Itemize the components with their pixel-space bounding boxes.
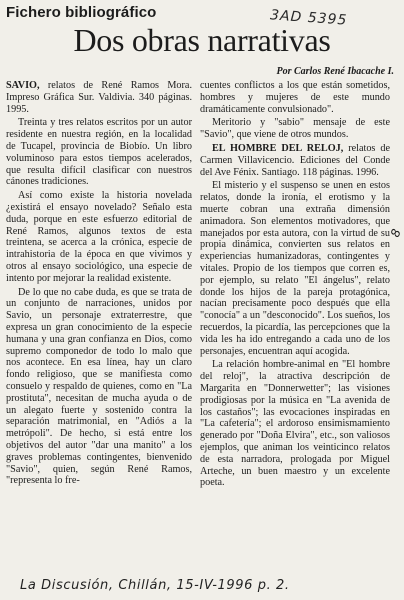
book-details-savio: relatos de René Ramos Mora. Impreso Gráfica Sur. Valdivia. 340 páginas. 1995. [6,80,192,115]
book-title-reloj: EL HOMBRE DEL RELOJ, [212,142,344,154]
left-column [6,80,192,487]
handwritten-code: 3AD 5395 [269,7,348,29]
byline: Por Carlos René Ibacache I. [276,66,394,77]
handwritten-source: La Discusión, Chillán, 15-IV-1996 p. 2. [20,578,290,593]
book-details-reloj: relatos de Carmen Villavicencio. Ediciones del Conde del Ave Fénix. Santiago. 118 páginas. 1996. [200,142,390,178]
paragraph: El misterio y el suspenso se unen en estos relatos, donde la ironía, el erotismo y la muerte cobran una extraña dimensión animadora. Son elementos motivadores, que manejados por esta autora, con la virtud de su propia dinámica, convierten sus relatos en experiencias humanizadoras, contingentes y vitales. Propio de los tiempos que corren es, por ejemplo, su relato "El ángelus", relato donde los hijos de la pareja protagónica, nacían precisamente poco después que ella "conocía" a un "desconocido". Los sueños, los recuerdos, la picardía, las percepciones que la vida les ha ido entregando a cada uno de los personajes, encuentran aquí acogida. [200,180,390,357]
book-title-savio: SAVIO, [6,80,40,91]
paragraph-continuation: cuentes conflictos a los que están sometidos, hombres y mujeres de este mundo dramáticamente convulsionado". [200,80,390,115]
paragraph: Meritorio y "sabio" mensaje de este "Savio", que viene de otros mundos. [200,117,390,141]
book-reference-reloj [200,143,390,178]
paragraph: De lo que no cabe duda, es que se trata de un conjunto de narraciones, unidos por Savio, un personaje extraterrestre, que expresa un gran conocimiento de la especie humana y una gran confianza en Dios, como supremo componedor de todo lo malo que nos acontece. En esa línea, hay un claro fondo religioso, que se manifiesta como consuelo y respaldo de quienes, como en "La prostituta", necesitan de mucha ayuda o de un alegato fuerte y sostenido contra la separación matrimonial, en "Adiós a la metrópoli". De hecho, si está entre los objetivos del autor "dar una manito" a los graves problemas contingentes, bienvenido "Savio", quien, según René Ramos, "representa lo fre- [6,286,192,487]
paragraph: Así como existe la historia novelada ¿existirá el ensayo novelado? Señalo esta duda, porque en este esfuerzo editorial de René Ramos, algunos textos de esta treintena, se acerca a la crónica, especie de intrahistoria de la época en que vivimos y otros al ensayo sociológico, una especie de intento por mejorar la realidad existente. [6,190,192,284]
book-reference-savio [6,80,192,115]
section-kicker: Fichero bibliográfico [6,4,157,21]
paragraph: La relación hombre-animal en "El hombre del reloj", la atractiva descripción de Margarita en "Donnerwetter"; las visiones prodigiosas por la música en "La avenida de los castaños"; las evocaciones inspiradas en "La cafetería"; el ardoroso ensimismamiento generado por "Doña Elvira", etc., son valiosos ejemplos, que animan los veinticinco relatos de esta narradora, prologada por Miguel Arteche, un buen maestro y un excelente poeta. [200,359,390,489]
paragraph: Treinta y tres relatos escritos por un autor residente en nuestra región, en la localidad de Tucapel, provincia de Biobío. Un libro voluminoso para estos tiempos acelerados, que resulta difícil clasificar con nuestros cánones tradiciones. [6,117,192,188]
margin-mark: 8 [387,227,404,239]
article-title: Dos obras narrativas [73,22,331,58]
right-column [200,80,390,489]
